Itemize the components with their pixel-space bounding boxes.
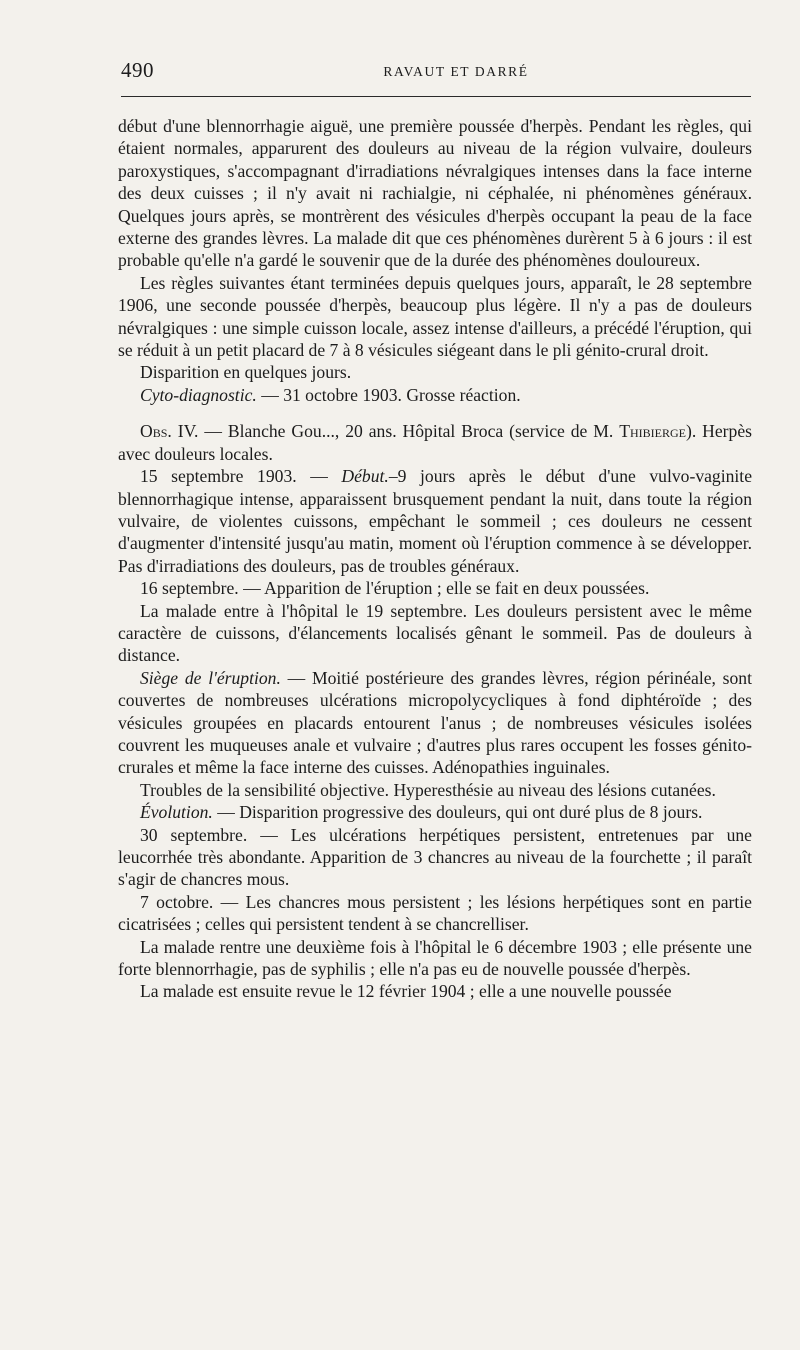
section-label: Siège de l'éruption. bbox=[140, 667, 281, 688]
paragraph: Troubles de la sensibilité objective. Hyperesthésie au niveau des lésions cutanées. bbox=[140, 779, 716, 800]
paragraph: La malade rentre une deuxième fois à l'hôpital le 6 décembre 1903 ; elle présente une forte blennorrhagie, pas de syphilis ; elle n'a pas eu de nouvelle poussée d'herpès. bbox=[118, 936, 752, 980]
paragraph-siege: Siège de l'éruption. — Moitié postérieure des grandes lèvres, région périnéale, sont couvertes de nombreuses ulcérations micropolycycliques à fond diphtéroïde ; des vésicules groupées en placards entourent l'anus ; de nombreuses vésicules isolées couvrent les muqueuses anale et vulvaire ; d'autres plus rares occupent les fosses génito-crurales et même la face interne des cuisses. Adénopathies inguinales. bbox=[118, 667, 752, 778]
observation-heading: Obs. IV. — Blanche Gou..., 20 ans. Hôpital Broca (service de M. Thibierge). Herpès avec douleurs locales. bbox=[118, 421, 752, 464]
physician-name: Thibierge bbox=[619, 421, 686, 442]
paragraph-last: La malade est ensuite revue le 12 février 1904 ; elle a une nouvelle poussée bbox=[140, 981, 672, 1002]
running-head: RAVAUT ET DARRÉ bbox=[383, 64, 529, 79]
paragraph: 30 septembre. — Les ulcérations herpétiques persistent, entretenues par une leucorrhée très abondante. Apparition de 3 chancres au niveau de la fourchette ; il paraît s'agir de chancres mous. bbox=[118, 824, 752, 890]
paragraph: 7 octobre. — Les chancres mous persistent ; les lésions herpétiques sont en partie cicatrisées ; celles qui persistent tendent à se chancrelliser. bbox=[118, 891, 752, 935]
observation-label: Obs. IV. bbox=[140, 421, 199, 442]
paragraph: Les règles suivantes étant terminées depuis quelques jours, apparaît, le 28 septembre 1906, une seconde poussée d'herpès, beaucoup plus légère. Il n'y a pas de douleurs névralgiques : une simple cuisson locale, assez intense d'ailleurs, a précédé l'éruption, qui se réduit à un petit placard de 7 à 8 vésicules siégeant dans le pli génito-crural droit. bbox=[118, 272, 752, 361]
paragraph-continuation: début d'une blennorrhagie aiguë, une première poussée d'herpès. Pendant les règles, qui étaient normales, apparurent des douleurs au niveau de la région vulvaire, douleurs paroxystiques, s'accompagnant d'irradiations névralgiques intenses dans la face interne des deux cuisses ; il n'y avait ni rachialgie, ni céphalée, ni phénomènes généraux. Quelques jours après, se montrèrent des vésicules d'herpès occupant la peau de la face externe des grandes lèvres. La malade dit que ces phénomènes durèrent 5 à 6 jours : il est probable qu'elle n'a gardé le souvenir que de la durée des phénomènes douloureux. bbox=[118, 116, 752, 271]
page-header bbox=[121, 58, 751, 88]
paragraph: Disparition en quelques jours. bbox=[140, 362, 352, 383]
header-rule bbox=[121, 96, 751, 97]
section-label: Cyto-diagnostic. bbox=[140, 384, 257, 405]
paragraph-cyto-diagnostic: Cyto-diagnostic. — 31 octobre 1903. Grosse réaction. bbox=[140, 384, 521, 405]
section-label: Évolution. bbox=[140, 802, 213, 823]
paragraph: 16 septembre. — Apparition de l'éruption ; elle se fait en deux poussées. bbox=[140, 578, 650, 599]
body-text bbox=[118, 115, 752, 1003]
page-number: 490 bbox=[121, 58, 154, 82]
paragraph-debut: 15 septembre 1903. — Début.–9 jours après le début d'une vulvo-vaginite blennorrhagique intense, apparaissent brusquement pendant la nuit, dans toute la région vulvaire, de violentes cuissons, empêchant le sommeil ; ces douleurs ne cessent d'augmenter d'intensité jusqu'au matin, moment où l'éruption commence à se développer. Pas d'irradiations des douleurs, pas de troubles généraux. bbox=[118, 466, 752, 576]
section-label: Début. bbox=[341, 466, 389, 487]
paragraph: La malade entre à l'hôpital le 19 septembre. Les douleurs persistent avec le même caractère de cuissons, d'élancements localisés gênant le sommeil. Pas de douleurs à distance. bbox=[118, 600, 752, 666]
paragraph-evolution: Évolution. — Disparition progressive des douleurs, qui ont duré plus de 8 jours. bbox=[140, 802, 703, 823]
